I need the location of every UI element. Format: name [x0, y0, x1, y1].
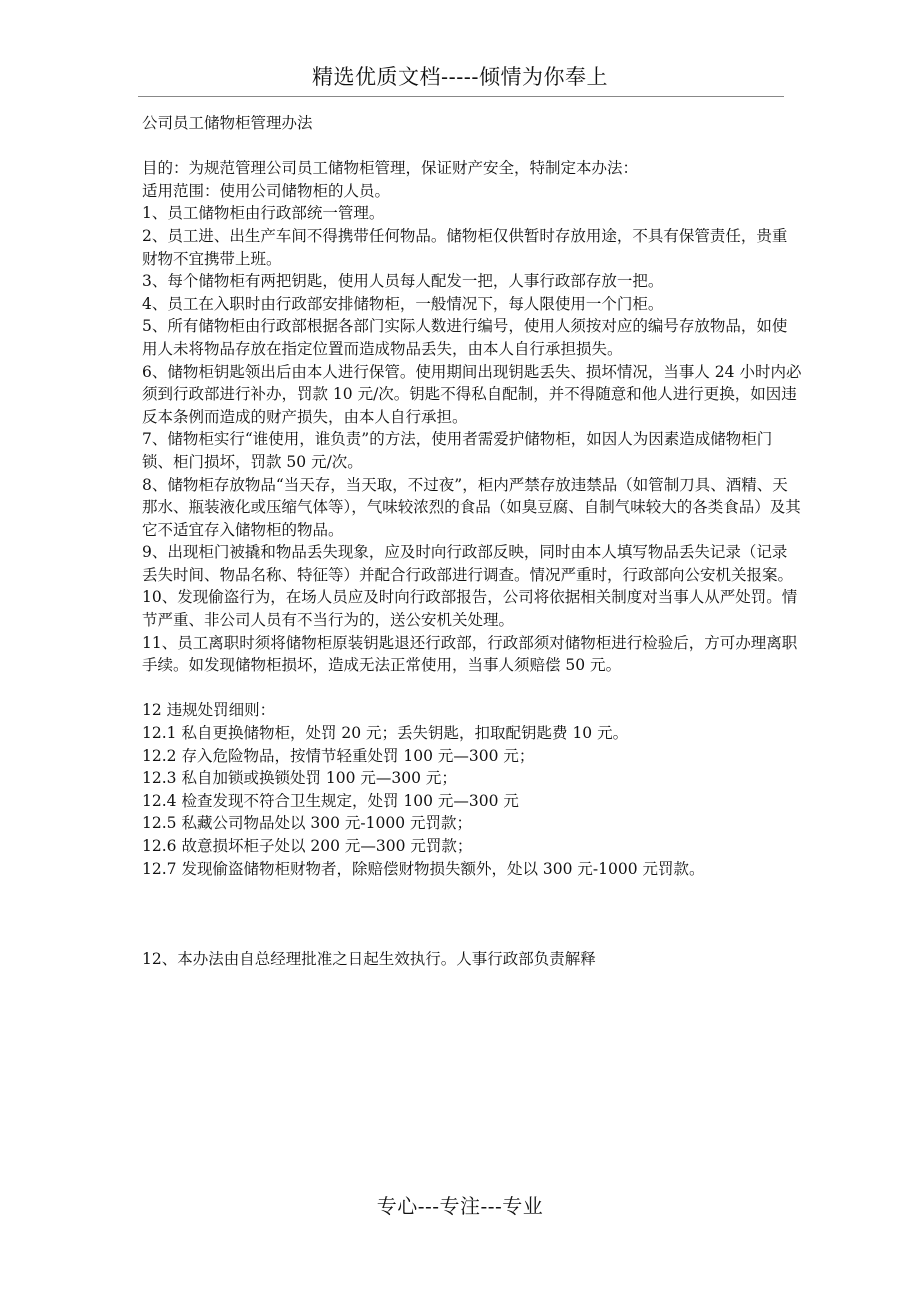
article-10: 10、发现偷盗行为，在场人员应及时向行政部报告，公司将依据相关制度对当事人从严处罚。情节严重、非公司人员有不当行为的，送公安机关处理。	[142, 588, 798, 630]
paragraph-spacer	[142, 677, 802, 700]
penalty-item-12-7: 12.7 发现偷盗储物柜财物者，除赔偿财物损失额外，处以 300 元-1000 元罚款。	[142, 859, 705, 878]
article-9: 9、出现柜门被撬和物品丢失现象，应及时向行政部反映，同时由本人填写物品丢失记录（记录丢失时间、物品名称、特征等）并配合行政部进行调查。情况严重时，行政部向公安机关报案。	[142, 543, 794, 584]
article-4: 4、员工在入职时由行政部安排储物柜，一般情况下，每人限使用一个门柜。	[142, 294, 664, 313]
paragraph-spacer	[142, 880, 802, 948]
penalty-item-12-4: 12.4 检查发现不符合卫生规定，处罚 100 元—300 元	[142, 791, 519, 810]
penalty-item-12-3: 12.3 私自加锁或换锁处罚 100 元—300 元；	[142, 769, 457, 788]
document-body	[142, 112, 802, 971]
article-3: 3、每个储物柜有两把钥匙，使用人员每人配发一把，人事行政部存放一把。	[142, 272, 664, 291]
purpose-paragraph: 目的：为规范管理公司员工储物柜管理，保证财产安全，特制定本办法：	[142, 159, 639, 178]
penalty-item-12-1: 12.1 私自更换储物柜，处罚 20 元；丢失钥匙，扣取配钥匙费 10 元。	[142, 724, 629, 743]
article-1: 1、员工储物柜由行政部统一管理。	[142, 204, 385, 223]
closing-statement: 12、本办法由自总经理批准之日起生效执行。人事行政部负责解释	[142, 950, 596, 969]
document-title: 公司员工储物柜管理办法	[142, 114, 313, 132]
article-7: 7、储物柜实行“谁使用，谁负责”的方法，使用者需爱护储物柜，如因人为因素造成储物柜门锁、柜门损坏，罚款 50 元/次。	[142, 430, 773, 471]
scope-paragraph: 适用范围：使用公司储物柜的人员。	[142, 181, 391, 200]
article-11: 11、员工离职时须将储物柜原装钥匙退还行政部，行政部须对储物柜进行检验后，方可办理离职手续。如发现储物柜损坏，造成无法正常使用，当事人须赔偿 50 元。	[142, 633, 798, 675]
page-header: 精选优质文档-----倾情为你奉上	[312, 65, 608, 89]
penalty-item-12-5: 12.5 私藏公司物品处以 300 元-1000 元罚款；	[142, 814, 472, 833]
article-8: 8、储物柜存放物品“当天存，当天取，不过夜”，柜内严禁存放违禁品（如管制刀具、酒精、天那水、瓶装液化或压缩气体等），气味较浓烈的食品（如臭豆腐、自制气味较大的各类食品）及其它不适宜存入储物柜的物品。	[142, 475, 801, 539]
article-5: 5、所有储物柜由行政部根据各部门实际人数进行编号，使用人须按对应的编号存放物品，如使用人未将物品存放在指定位置而造成物品丢失，由本人自行承担损失。	[142, 317, 788, 358]
header-divider	[138, 96, 784, 97]
article-6: 6、储物柜钥匙领出后由本人进行保管。使用期间出现钥匙丢失、损坏情况，当事人 24 小时内必须到行政部进行补办，罚款 10 元/次。钥匙不得私自配制，并不得随意和他人进行更换，如因违反本条例而造成的财产损失，由本人自行承担。	[142, 362, 802, 426]
page-footer: 专心---专注---专业	[376, 1194, 544, 1218]
penalties-heading: 12 违规处罚细则：	[142, 701, 276, 720]
penalty-item-12-2: 12.2 存入危险物品，按情节轻重处罚 100 元—300 元；	[142, 746, 535, 765]
penalty-item-12-6: 12.6 故意损坏柜子处以 200 元—300 元罚款；	[142, 837, 473, 855]
article-2: 2、员工进、出生产车间不得携带任何物品。储物柜仅供暂时存放用途，不具有保管责任，贵重财物不宜携带上班。	[142, 226, 788, 268]
